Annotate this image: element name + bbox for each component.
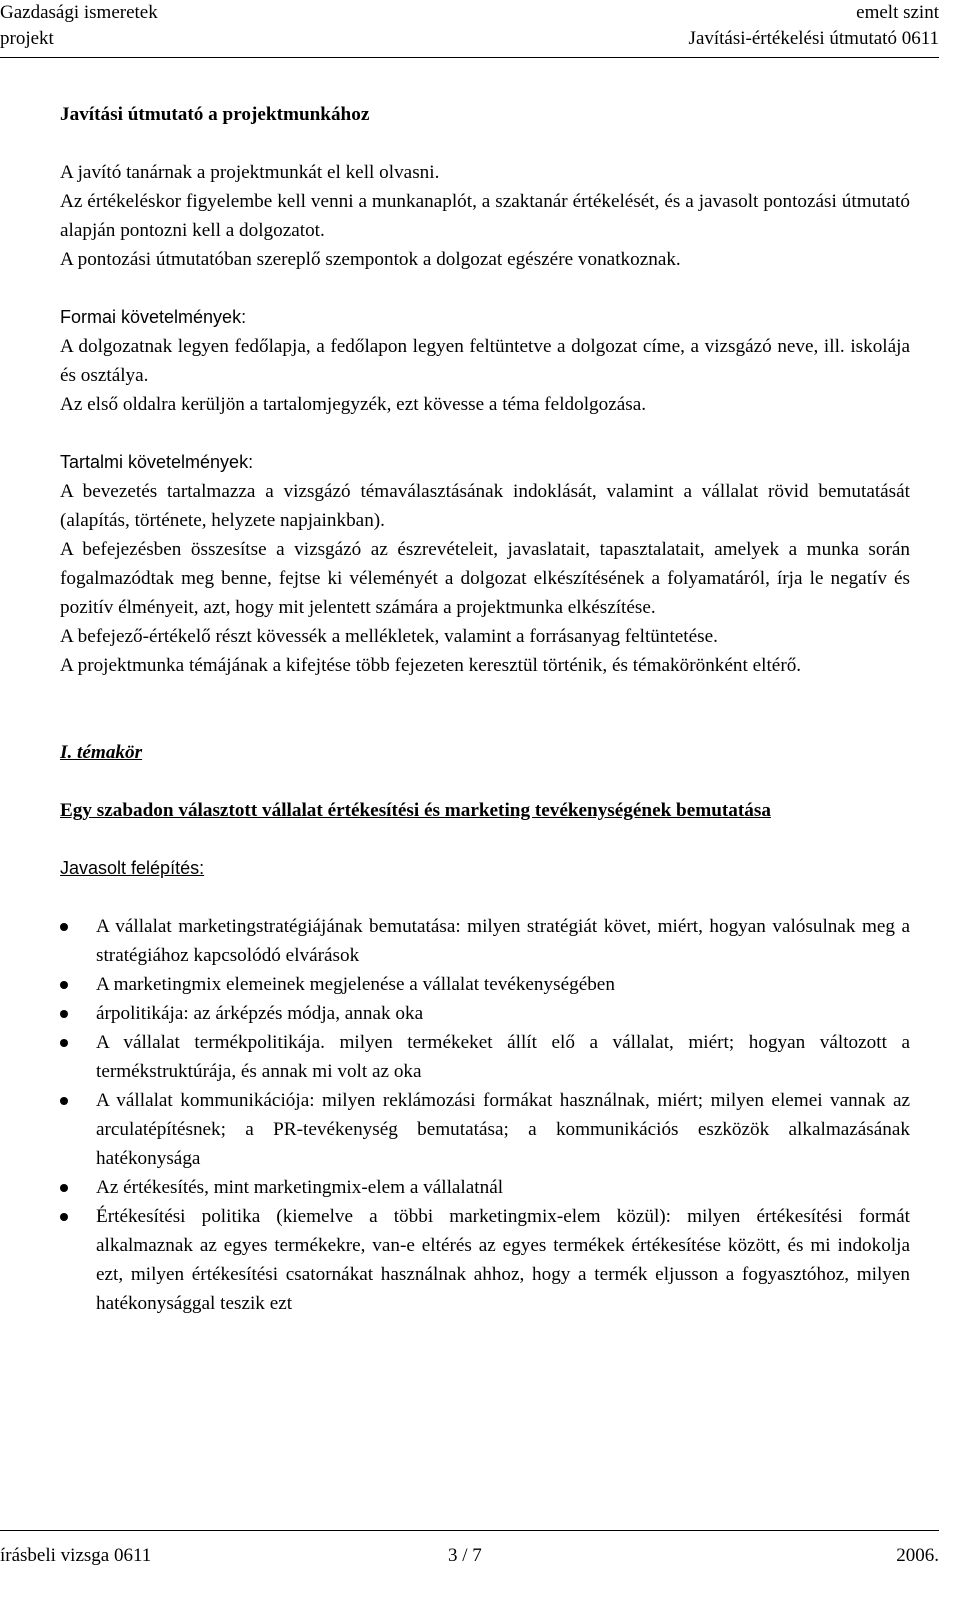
formal-paragraph: A dolgozatnak legyen fedőlapja, a fedőlapon legyen feltüntetve a dolgozat címe, a vizsgázó neve, ill. iskolája és osztálya. (60, 336, 910, 386)
header-rule (0, 57, 939, 58)
footer-rule (0, 1530, 939, 1531)
content-paragraph: A bevezetés tartalmazza a vizsgázó témaválasztásának indoklását, valamint a vállalat rövid bemutatását (alapítás, története, helyzete napjainkban). (60, 481, 910, 531)
list-item: A vállalat marketingstratégiájának bemutatása: milyen stratégiát követ, miért, hogyan valósulnak meg a stratégiához kapcsolódó elvárások (60, 912, 910, 970)
formal-paragraph: Az első oldalra kerüljön a tartalomjegyzék, ezt kövesse a téma feldolgozása. (60, 394, 647, 415)
page-content (60, 100, 910, 1318)
footer-year: 2006. (896, 1545, 939, 1566)
suggested-structure-list (60, 912, 910, 1318)
list-item: Az értékesítés, mint marketingmix-elem a vállalatnál (60, 1173, 910, 1202)
content-paragraph: A befejezésben összesítse a vizsgázó az észrevételeit, javaslatait, tapasztalatait, amelyek a munka során fogalmazódtak meg benne, fejtse ki véleményét a dolgozat elkészítésének a folyamatáról, írja le negatív és pozitív élményeit, azt, hogy mit jelentett számára a projektmunka elkészítése. (60, 539, 910, 618)
content-paragraph: A befejező-értékelő részt kövessék a mellékletek, valamint a forrásanyag feltüntetése. (60, 626, 718, 647)
bullet-icon (60, 1010, 68, 1018)
intro-paragraph: A javító tanárnak a projektmunkát el kell olvasni. (60, 162, 440, 183)
list-item: A vállalat termékpolitikája. milyen termékeket állít elő a vállalat, miért; hogyan változott a termékstruktúrája, és annak mi volt az oka (60, 1028, 910, 1086)
header-subject: Gazdasági ismeretek (0, 2, 158, 23)
page-header (0, 0, 939, 55)
page-number: 3 / 7 (448, 1545, 482, 1566)
header-guide: Javítási-értékelési útmutató 0611 (688, 28, 939, 49)
page-title: Javítási útmutató a projektmunkához (60, 104, 370, 125)
header-level: emelt szint (856, 2, 939, 23)
bullet-icon (60, 1184, 68, 1192)
bullet-icon (60, 923, 68, 931)
list-item: A marketingmix elemeinek megjelenése a vállalat tevékenységében (60, 970, 910, 999)
header-type: projekt (0, 28, 54, 49)
suggested-heading: Javasolt felépítés: (60, 858, 205, 878)
topic-label: I. témakör (60, 742, 143, 763)
bullet-icon (60, 1213, 68, 1221)
footer-exam: írásbeli vizsga 0611 (0, 1545, 152, 1566)
topic-title: Egy szabadon választott vállalat értékesítési és marketing tevékenységének bemutatása (60, 800, 771, 821)
formal-heading: Formai követelmények: (60, 307, 247, 327)
bullet-icon (60, 981, 68, 989)
list-item: A vállalat kommunikációja: milyen reklámozási formákat használnak, miért; milyen elemei vannak az arculatépítésnek; a PR-tevékenység bemutatása; a kommunikációs eszközök alkalmazásának hatékonysága (60, 1086, 910, 1173)
list-item: Értékesítési politika (kiemelve a többi marketingmix-elem közül): milyen értékesítési formát alkalmaznak az egyes termékekre, van-e eltérés az egyes termékek értékesítése között, és mi indokolja ezt, milyen értékesítési csatornákat használnak ahhoz, hogy a termék eljusson a fogyasztóhoz, milyen hatékonysággal teszik ezt (60, 1202, 910, 1318)
content-heading: Tartalmi követelmények: (60, 452, 254, 472)
page-footer (0, 1530, 939, 1575)
bullet-icon (60, 1097, 68, 1105)
intro-paragraph: Az értékeléskor figyelembe kell venni a munkanaplót, a szaktanár értékelését, és a javasolt pontozási útmutató alapján pontozni kell a dolgozatot. (60, 191, 910, 241)
content-paragraph: A projektmunka témájának a kifejtése több fejezeten keresztül történik, és témakörönként eltérő. (60, 655, 802, 676)
intro-paragraph: A pontozási útmutatóban szereplő szempontok a dolgozat egészére vonatkoznak. (60, 249, 681, 270)
list-item: árpolitikája: az árképzés módja, annak oka (60, 999, 910, 1028)
bullet-icon (60, 1039, 68, 1047)
